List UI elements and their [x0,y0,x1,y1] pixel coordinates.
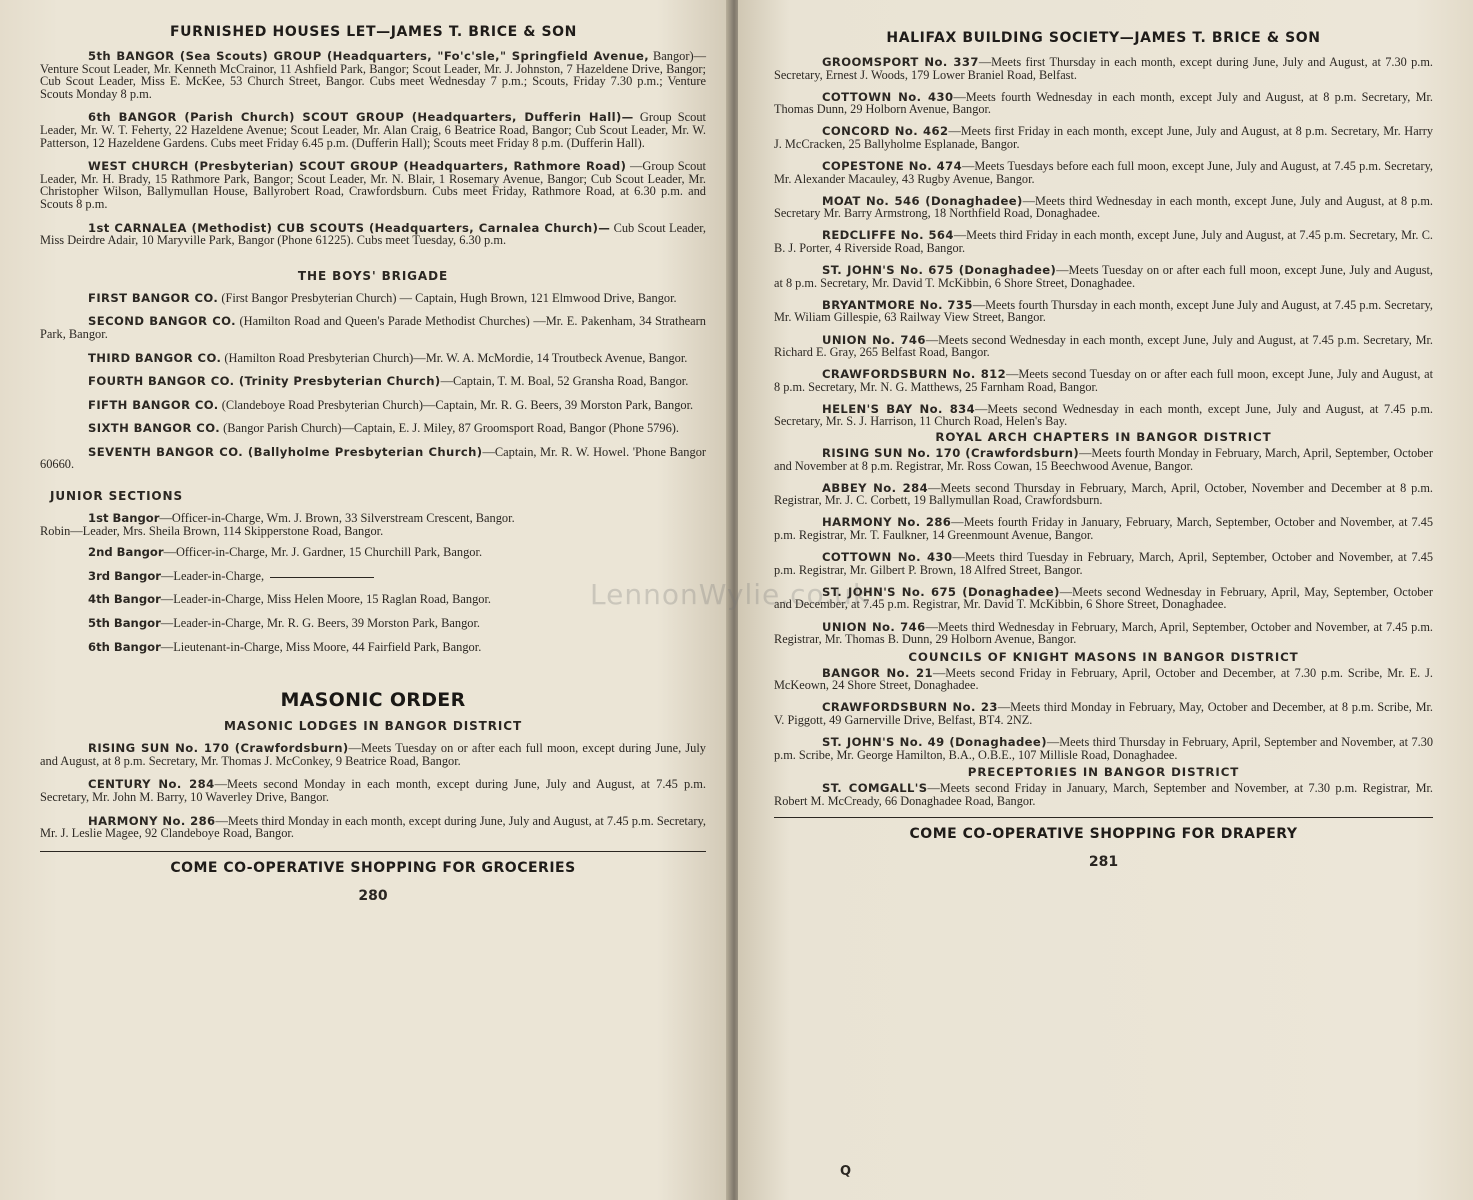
junior-entry [40,641,706,654]
entry-lead: 1st Bangor [88,511,160,526]
lodge-entry [774,195,1433,220]
entry-body: —Meets fourth Thursday in each month, except June July and August, at 7.45 p.m. Secretary, Mr. Wiliam Gillespie, 63 Railway View Street, Bangor. [774,297,1433,325]
entry-body: —Meets Tuesday on or after each full moon, except June, July and August, at 8 p.m. Secretary, Mr. David T. McKibbin, 6 Shore Street, Donaghadee. [774,263,1434,290]
entry-body: —Leader-in-Charge, Mr. R. G. Beers, 39 Morston Park, Bangor. [160,616,481,631]
chapter-entry [774,482,1433,507]
preceptory-entry [774,782,1433,807]
running-header-right: HALIFAX BUILDING SOCIETY—JAMES T. BRICE & SON [886,30,1321,46]
masonic-lodges-list-right [774,56,1433,428]
section-heading-junior: JUNIOR SECTIONS [50,489,184,504]
entry-lead: COTTOWN No. 430 [822,89,954,104]
entry-body: —Meets third Monday in each month, except during June, July and August, at 7.45 p.m. Secretary, Mr. J. Leslie Magee, 92 Clandeboye Road, Bangor. [40,813,706,841]
council-entry [774,701,1433,726]
lodge-entry [774,56,1433,81]
scout-entry [40,50,706,100]
entry-body: —Meets first Friday in each month, except June, July and August, at 8 p.m. Secretary, Mr. Harry J. McCracken, 25 Ballyholme Esplanade, Bangor. [774,124,1433,151]
preceptories-list [774,782,1433,807]
brigade-entry [40,292,706,305]
chapter-entry [774,551,1433,576]
lodge-entry [774,403,1433,428]
entry-body: (Hamilton Road Presbyterian Church)—Mr. W. A. McMordie, 14 Troutbeck Avenue, Bangor. [224,350,688,365]
entry-lead: ST. JOHN'S No. 675 (Donaghadee) [822,263,1057,278]
section-heading-knight-masons: COUNCILS OF KNIGHT MASONS IN BANGOR DISTRICT [908,649,1299,664]
entry-body: —Meets second Monday in each month, except during June, July and August, at 7.45 p.m. Secretary, Mr. John M. Barry, 10 Waverley Drive, Bangor. [40,777,706,804]
entry-lead: COPESTONE No. 474 [822,159,963,174]
entry-lead: 1st CARNALEA (Methodist) CUB SCOUTS (Headquarters, Carnalea Church)— [88,220,611,235]
printer-signature-mark: Q [840,1164,852,1179]
blank-line-rule [270,577,374,578]
junior-entry [40,512,706,537]
lodge-entry [774,334,1433,359]
lodge-entry [774,368,1433,393]
entry-lead: CRAWFORDSBURN No. 23 [822,700,998,715]
entry-body: —Meets third Wednesday in February, March, April, September, October and November, at 7.45 p.m. Registrar, Mr. Thomas B. Dunn, 29 Holborn Avenue, Bangor. [774,619,1433,647]
entry-lead: 5th BANGOR (Sea Scouts) GROUP (Headquarters, "Fo'c'sle," Springfield Avenue, [88,49,650,63]
knight-masons-list [774,667,1433,762]
entry-lead: CRAWFORDSBURN No. 812 [822,367,1007,382]
entry-lead: FIRST BANGOR CO. [88,290,219,305]
entry-lead: FIFTH BANGOR CO. [88,397,219,412]
section-heading-royal-arch: ROYAL ARCH CHAPTERS IN BANGOR DISTRICT [935,430,1272,445]
entry-body: —Meets second Friday in January, March, September and November, at 7.30 p.m. Registrar, Mr. Robert M. McCready, 66 Donaghadee Road, Bangor. [774,781,1433,808]
entry-body: —Meets Tuesday on or after each full moon, except during June, July and August, at 8 p.m. Secretary, Mr. Thomas J. McConkey, 9 Beatrice Road, Bangor. [40,741,706,768]
lodge-entry [40,815,706,840]
masonic-lodges-list-left [40,742,706,840]
entry-lead: GROOMSPORT No. 337 [822,55,979,69]
entry-lead: SEVENTH BANGOR CO. (Ballyholme Presbyterian Church) [88,444,483,459]
entry-body: —Captain, T. M. Boal, 52 Gransha Road, Bangor. [440,374,689,389]
brigade-entry [40,399,706,412]
entry-lead: FOURTH BANGOR CO. (Trinity Presbyterian Church) [88,374,441,389]
brigade-entry [40,446,706,471]
entry-body: —Meets third Wednesday in each month, except June, July and August, at 8 p.m. Secretary Mr. Barry Armstrong, 18 Northfield Road, Donaghadee. [774,193,1434,221]
council-entry [774,736,1433,761]
chapter-entry [774,621,1433,646]
entry-lead: MOAT No. 546 (Donaghadee) [822,193,1023,208]
entry-lead: CONCORD No. 462 [822,124,949,139]
entry-lead: ST. COMGALL'S [822,781,928,796]
entry-lead: BANGOR No. 21 [822,665,933,680]
entry-body: —Meets fourth Wednesday in each month, except July and August, at 8 p.m. Secretary, Mr. Thomas Dunn, 29 Holborn Avenue, Bangor. [774,89,1433,117]
entry-lead: ST. JOHN'S No. 49 (Donaghadee) [822,735,1047,750]
section-heading-lodges: MASONIC LODGES IN BANGOR DISTRICT [223,719,523,734]
scout-entry [40,160,706,210]
entry-lead: HARMONY No. 286 [822,515,952,530]
entry-body: (Clandeboye Road Presbyterian Church)—Captain, Mr. R. G. Beers, 39 Morston Park, Bangor. [221,397,694,412]
entry-lead: RISING SUN No. 170 (Crawfordsburn) [88,741,349,756]
junior-entry [40,617,706,630]
junior-entry [40,546,706,559]
entry-body: —Meets third Thursday in February, April, September and November, at 7.30 p.m. Scribe, Mr. George Hamilton, B.A., O.B.E., 107 Millisle Road, Donaghadee. [774,735,1433,762]
chapter-entry [774,516,1433,541]
entry-lead: HELEN'S BAY No. 834 [822,401,976,416]
entry-body: —Meets third Monday in February, May, October and December, at 8 p.m. Scribe, Mr. V. Piggott, 49 Garnerville Drive, Belfast, BT4. 2NZ. [774,700,1433,727]
boys-brigade-list [40,292,706,471]
entry-body: (Bangor Parish Church)—Captain, E. J. Miley, 87 Groomsport Road, Bangor (Phone 5796). [223,421,679,436]
entry-body: —Leader-in-Charge, [161,568,265,583]
lodge-entry [774,264,1433,289]
entry-body: —Meets second Tuesday on or after each full moon, except June, July and August, at 8 p.m. Secretary, Mr. N. G. Matthews, 25 Farnham Road, Bangor. [774,367,1433,394]
entry-lead: CENTURY No. 284 [88,777,215,792]
entry-body: —Meets third Tuesday in February, March, April, September, October and November, at 7.45 p.m. Registrar, Mr. Gilbert P. Brown, 18 Alfred Street, Bangor. [774,550,1434,577]
page-number-left: 280 [358,887,388,904]
entry-body: —Meets fourth Monday in February, March, April, September, October and November at 8 p.m. Registrar, Mr. Ross Cowan, 15 Beechwood Avenue, Bangor. [774,446,1433,473]
entry-body: Cub Scout Leader, Miss Deirdre Adair, 10 Maryville Park, Bangor (Phone 61225). Cubs meet Tuesday, 6.30 p.m. [40,220,706,248]
brigade-entry [40,422,706,435]
running-header-left: FURNISHED HOUSES LET—JAMES T. BRICE & SON [170,24,577,40]
entry-lead: 6th Bangor [88,639,161,654]
entry-body: (First Bangor Presbyterian Church) — Captain, Hugh Brown, 121 Elmwood Drive, Bangor. [221,290,677,305]
scout-entry [40,111,706,149]
entry-body: —Meets second Wednesday in each month, except June, July and August, at 7.45 p.m. Secretary, Mr. Richard E. Gray, 265 Belfast Road, Bangor. [774,332,1433,360]
lodge-entry [40,742,706,767]
entry-lead: 4th Bangor [88,592,161,607]
entry-body: —Captain, Mr. R. W. Howel. 'Phone Bangor 60660. [40,444,707,472]
entry-body: —Meets third Friday in each month, except June, July and August, at 7.45 p.m. Secretary, Mr. C. B. J. Porter, 4 Riverside Road, Bangor. [774,228,1433,256]
brigade-entry [40,315,706,340]
entry-body: —Meets second Thursday in February, March, April, October, November and December at 8 p.m. Registrar, Mr. J. C. Corbett, 19 Ballymullan Road, Crawfordsburn. [774,480,1433,508]
entry-lead: ST. JOHN'S No. 675 (Donaghadee) [822,584,1060,599]
council-entry [774,667,1433,692]
entry-lead: 5th Bangor [88,616,161,631]
entry-body: —Meets first Thursday in each month, except during June, July and August, at 7.30 p.m. Secretary, Ernest J. Woods, 179 Lower Braniel Road, Belfast. [774,55,1433,82]
entry-lead: BRYANTMORE No. 735 [822,297,973,312]
entry-body: —Meets fourth Friday in January, February, March, September, October and November, at 7.45 p.m. Registrar, Mr. T. Faulkner, 14 Greenmount Avenue, Bangor. [774,515,1433,543]
entry-lead: UNION No. 746 [822,332,926,347]
entry-lead: RISING SUN No. 170 (Crawfordsburn) [822,446,1080,461]
chapter-entry [774,586,1433,611]
entry-body: —Group Scout Leader, Mr. H. Brady, 15 Rathmore Park, Bangor; Scout Leader, Mr. N. Blair, 1 Rosemary Avenue, Bangor; Cub Scout Leader, Mr. Christopher Wilson, Ballymullan House, Ballyrobert Road, Crawfordsburn. Cubs meet Friday, Rathmore Road, at 6.30 p.m. and Scouts 8 p.m. [40,159,706,211]
entry-lead: REDCLIFFE No. 564 [822,228,954,243]
entry-body: —Officer-in-Charge, Wm. J. Brown, 33 Silverstream Crescent, Bangor. [159,511,515,526]
brigade-entry [40,352,706,365]
lodge-entry [774,299,1433,324]
entry-lead: ABBEY No. 284 [822,480,929,495]
entry-body: —Meets second Wednesday in February, April, May, September, October and December, at 7.45 p.m. Registrar, Mr. David T. McKibbin, 6 Shore Street, Donaghadee. [774,584,1433,612]
scout-entry [40,222,706,247]
footer-advert-left: COME CO-OPERATIVE SHOPPING FOR GROCERIES [170,859,576,876]
footer-rule [40,851,706,852]
brigade-entry [40,375,706,388]
entry-lead: THIRD BANGOR CO. [88,350,222,365]
entry-lead: 3rd Bangor [88,568,162,583]
lodge-entry [40,778,706,803]
entry-lead: UNION No. 746 [822,619,926,634]
entry-body: —Meets Tuesdays before each full moon, except June, July and August, at 7.45 p.m. Secretary, Mr. Alexander Macauley, 43 Rugby Avenue, Bangor. [774,159,1433,186]
lodge-entry [774,125,1433,150]
footer-rule [774,817,1433,818]
masonic-order-title: MASONIC ORDER [280,689,466,712]
watermark: LennonWylie.co.uk [590,578,871,611]
entry-body: —Officer-in-Charge, Mr. J. Gardner, 15 Churchill Park, Bangor. [163,545,483,560]
chapter-entry [774,447,1433,472]
page-number-right: 281 [1088,854,1119,871]
entry-lead: SECOND BANGOR CO. [88,314,236,329]
entry-continuation: Robin—Leader, Mrs. Sheila Brown, 114 Skipperstone Road, Bangor. [40,523,384,538]
entry-body: Group Scout Leader, Mr. W. T. Feherty, 22 Hazeldene Avenue; Scout Leader, Mr. Alan Craig, 6 Beatrice Road, Bangor; Cub Scout Leader, Mr. W. Patterson, 12 Hazeldene Gardens. Cubs meet Friday 6.45 p.m. (Dufferin Hall); Scouts meet Friday 8 p.m. (Dufferin Hall). [40,110,707,150]
entry-body: —Meets second Wednesday in each month, except June, July and August, at 7.45 p.m. Secretary, Mr. S. J. Harrison, 11 Church Road, Helen's Bay. [774,401,1433,429]
lodge-entry [774,160,1433,185]
entry-body: Bangor)—Venture Scout Leader, Mr. Kenneth McCrainor, 11 Ashfield Park, Bangor; Scout Leader, Mr. J. Johnston, 7 Hazeldene Drive, Bangor; Cub Scout Leader, Miss E. McKee, 53 Church Street, Bangor. Cubs meet Wednesday 7 p.m.; Scouts, Friday 7.30 p.m.; Venture Scouts Monday 8 p.m. [40,49,706,101]
scout-groups [40,50,706,247]
entry-lead: 6th BANGOR (Parish Church) SCOUT GROUP (Headquarters, Dufferin Hall)— [88,110,634,125]
lodge-entry [774,91,1433,116]
royal-arch-list [774,447,1433,646]
section-heading-boys-brigade: THE BOYS' BRIGADE [297,268,449,283]
entry-body: —Leader-in-Charge, Miss Helen Moore, 15 Raglan Road, Bangor. [160,592,492,607]
entry-lead: 2nd Bangor [88,545,164,560]
entry-lead: HARMONY No. 286 [88,813,216,828]
entry-lead: SIXTH BANGOR CO. [88,421,221,436]
entry-body: —Meets second Friday in February, April, October and December, at 7.30 p.m. Scribe, Mr. E. J. McKeown, 24 Shore Street, Donaghadee. [774,665,1433,693]
footer-advert-right: COME CO-OPERATIVE SHOPPING FOR DRAPERY [909,826,1298,843]
entry-lead: COTTOWN No. 430 [822,550,953,565]
section-heading-preceptories: PRECEPTORIES IN BANGOR DISTRICT [967,765,1240,780]
entry-body: —Lieutenant-in-Charge, Miss Moore, 44 Fairfield Park, Bangor. [160,639,482,654]
lodge-entry [774,229,1433,254]
entry-body: (Hamilton Road and Queen's Parade Methodist Churches) —Mr. E. Pakenham, 34 Strathearn Park, Bangor. [40,314,706,341]
entry-lead: WEST CHURCH (Presbyterian) SCOUT GROUP (Headquarters, Rathmore Road) [88,159,627,174]
